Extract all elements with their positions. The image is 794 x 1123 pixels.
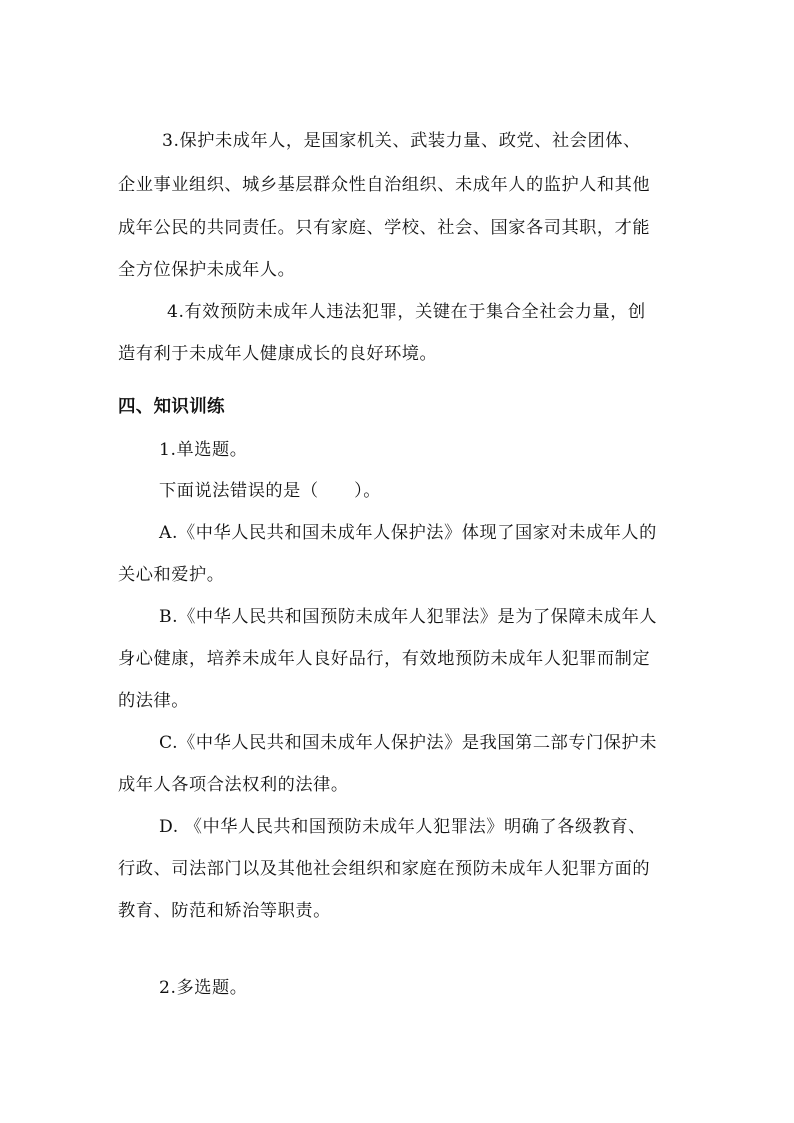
option-c-line-2: 成年人各项合法权利的法律。 <box>118 775 349 795</box>
option-b-line-2: 身心健康，培养未成年人良好品行，有效地预防未成年人犯罪而制定 <box>118 649 651 669</box>
paragraph-3-line-1: 3.保护未成年人，是国家机关、武装力量、政党、社会团体、 <box>162 131 641 151</box>
option-b-line-1: B.《中华人民共和国预防未成年人犯罪法》是为了保障未成年人 <box>159 607 658 627</box>
paragraph-3-line-2: 企业事业组织、城乡基层群众性自治组织、未成年人的监护人和其他 <box>118 175 651 195</box>
question-1-prompt: 下面说法错误的是（ ）。 <box>159 481 381 501</box>
paragraph-4-line-1: 4.有效预防未成年人违法犯罪，关键在于集合全社会力量，创 <box>167 302 646 322</box>
question-1-label: 1.单选题。 <box>159 440 248 460</box>
paragraph-4-line-2: 造有利于未成年人健康成长的良好环境。 <box>118 344 438 364</box>
option-d-line-1: D. 《中华人民共和国预防未成年人犯罪法》明确了各级教育、 <box>159 817 646 837</box>
option-a-line-2: 关心和爱护。 <box>118 565 225 585</box>
option-b-line-3: 的法律。 <box>118 691 189 711</box>
option-d-line-3: 教育、防范和矫治等职责。 <box>118 901 331 921</box>
paragraph-3-line-4: 全方位保护未成年人。 <box>118 260 296 280</box>
paragraph-3-line-3: 成年公民的共同责任。只有家庭、学校、社会、国家各司其职，才能 <box>118 218 651 238</box>
option-a-line-1: A.《中华人民共和国未成年人保护法》体现了国家对未成年人的 <box>159 523 657 543</box>
option-c-line-1: C.《中华人民共和国未成年人保护法》是我国第二部专门保护未 <box>159 733 658 753</box>
section-heading: 四、知识训练 <box>118 397 225 417</box>
question-2-label: 2.多选题。 <box>159 978 248 998</box>
option-d-line-2: 行政、司法部门以及其他社会组织和家庭在预防未成年人犯罪方面的 <box>118 859 651 879</box>
